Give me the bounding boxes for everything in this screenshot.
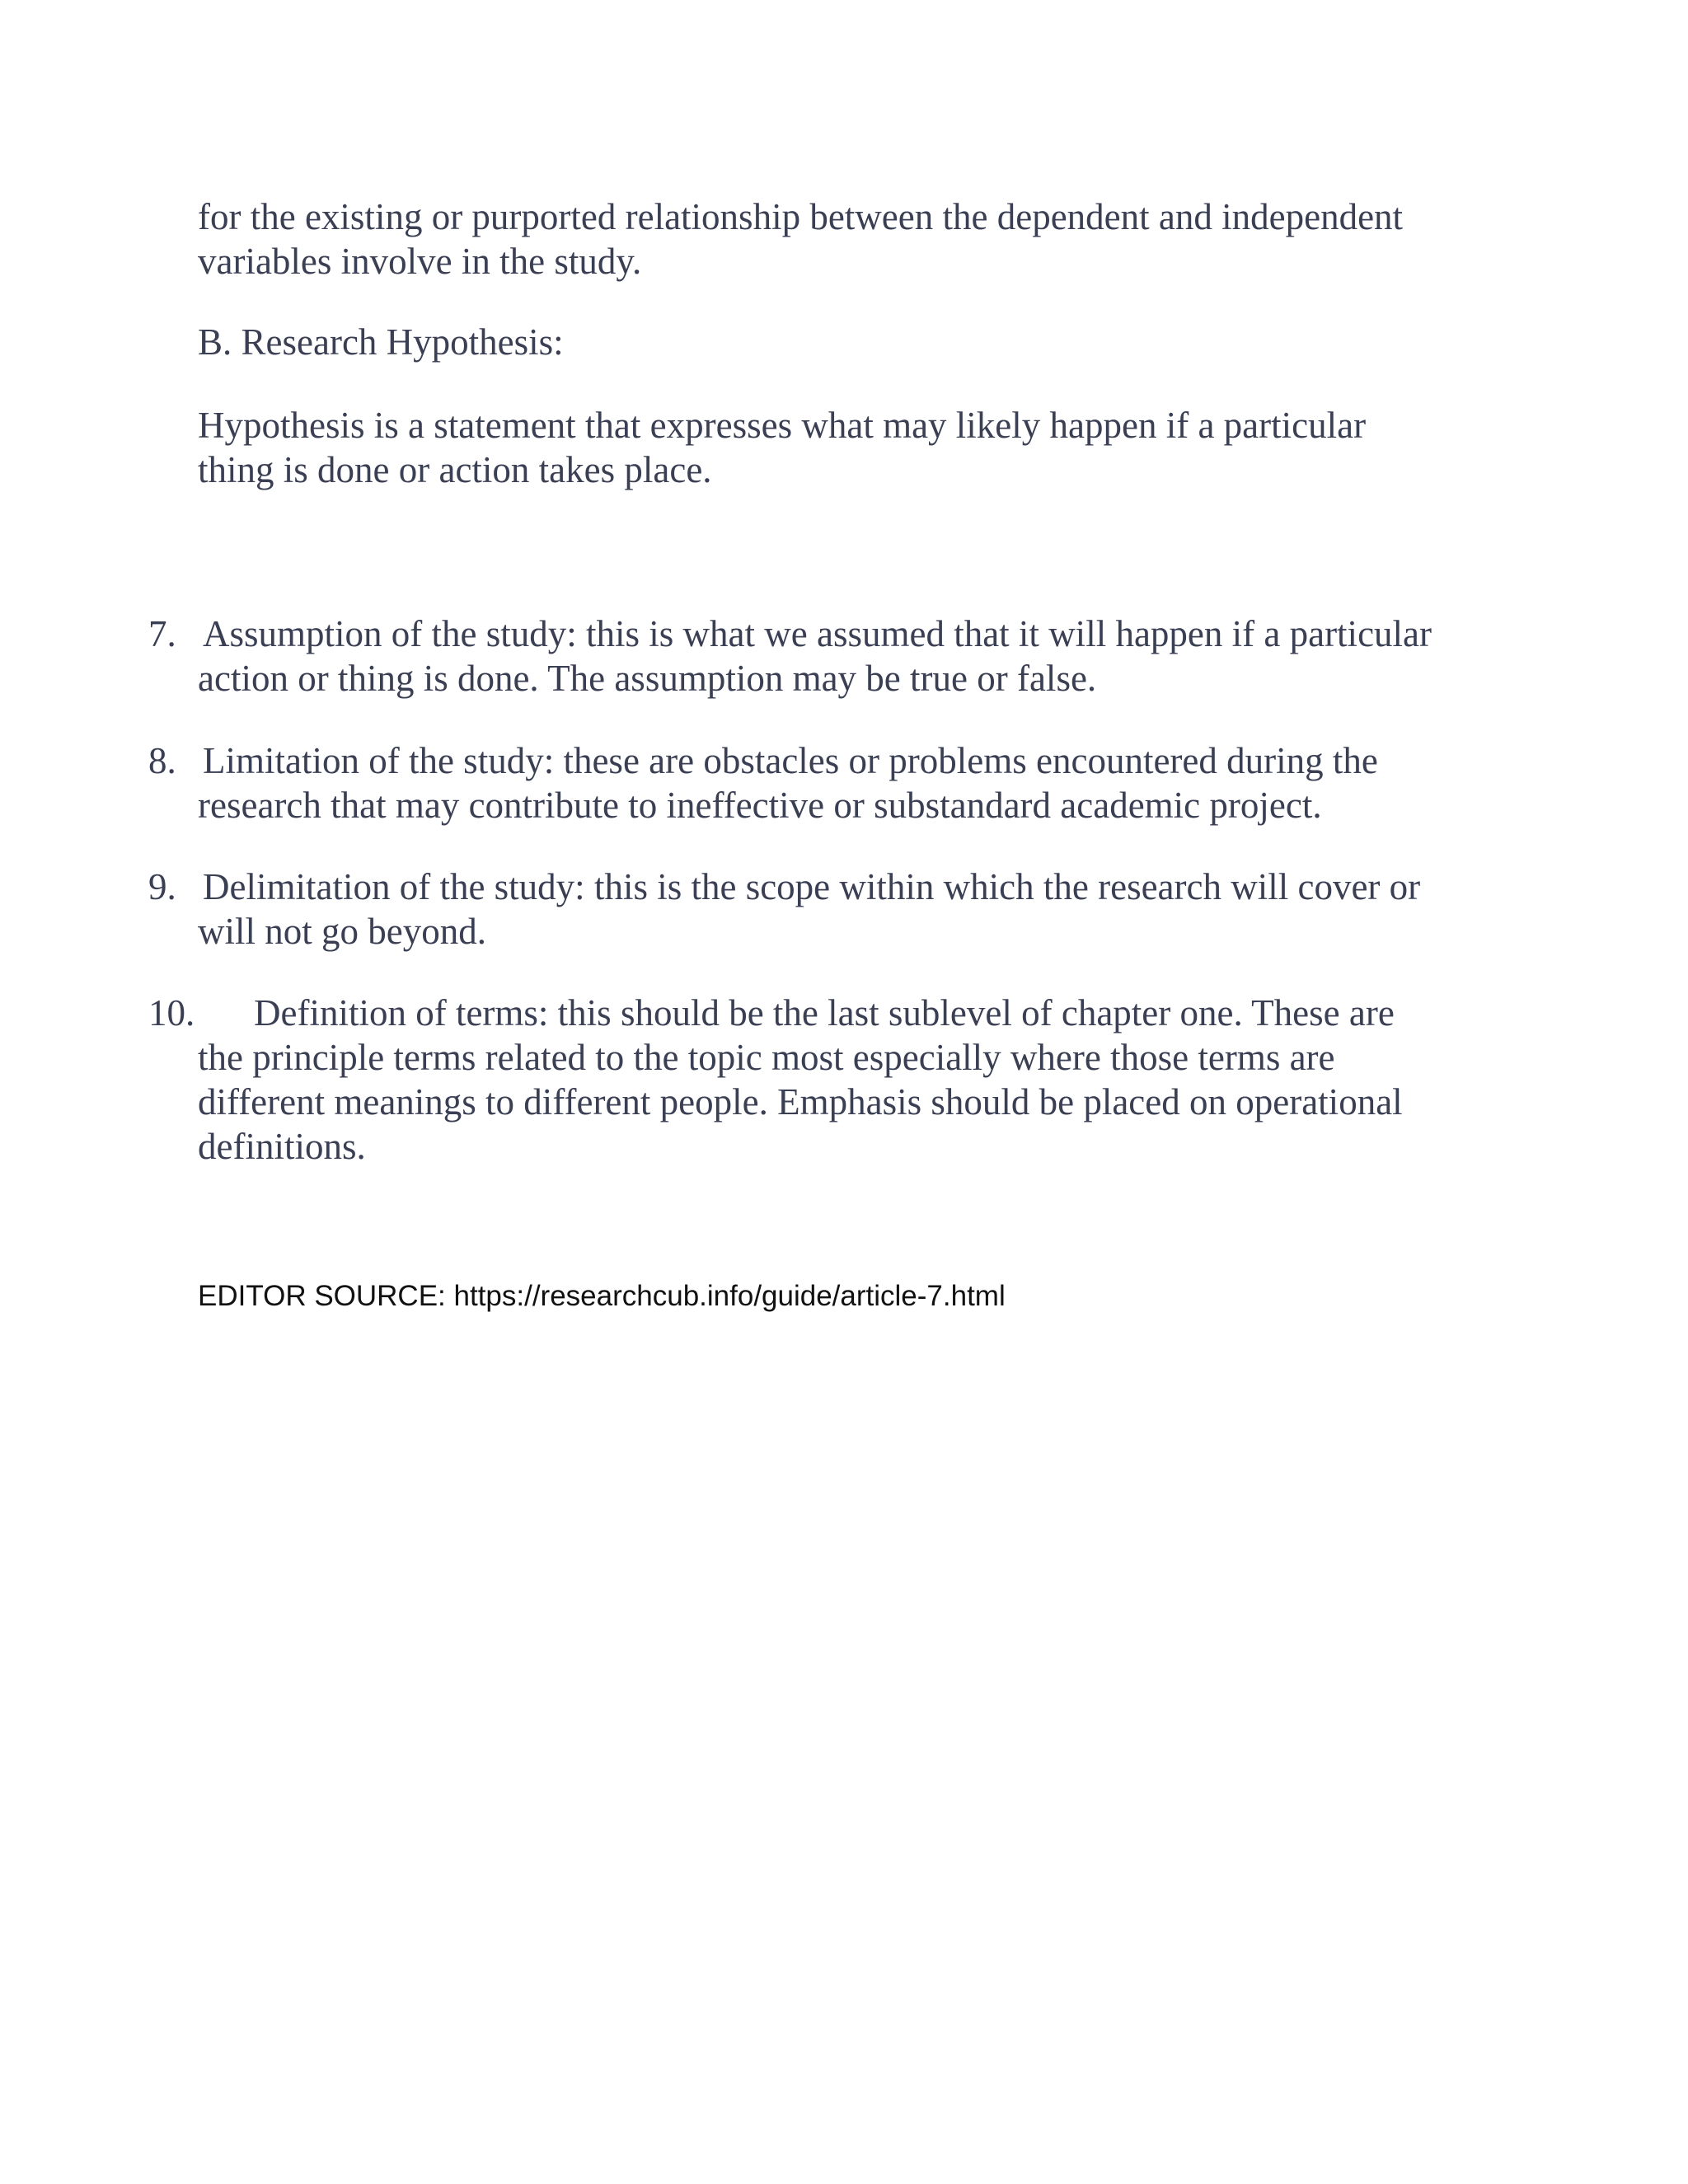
list-item-line: definitions. bbox=[198, 1126, 366, 1167]
list-item-line: the principle terms related to the topic most especially where those terms are bbox=[198, 1037, 1335, 1078]
list-item-line: action or thing is done. The assumption may be true or false. bbox=[198, 658, 1097, 699]
list-item-number: 7. bbox=[148, 613, 176, 654]
editor-source: EDITOR SOURCE: https://researchcub.info/guide/article-7.html bbox=[198, 1280, 1006, 1312]
hypothesis-line: Hypothesis is a statement that expresses what may likely happen if a particular bbox=[198, 405, 1367, 446]
list-item-line: will not go beyond. bbox=[198, 911, 486, 952]
list-item-line: research that may contribute to ineffective or substandard academic project. bbox=[198, 785, 1322, 826]
list-item-line: Definition of terms: this should be the last sublevel of chapter one. These are bbox=[254, 992, 1395, 1033]
list-item-delimitation bbox=[148, 865, 1484, 954]
intro-line: for the existing or purported relationship between the dependent and independent bbox=[198, 196, 1404, 237]
list-item-line: Delimitation of the study: this is the scope within which the research will cover or bbox=[203, 866, 1421, 907]
hypothesis-line: thing is done or action takes place. bbox=[198, 449, 712, 490]
intro-line: variables involve in the study. bbox=[198, 241, 642, 282]
list-item-limitation bbox=[148, 738, 1484, 827]
list-item-assumption bbox=[148, 612, 1484, 701]
list-item-number: 8. bbox=[148, 740, 176, 781]
list-item-line: Assumption of the study: this is what we assumed that it will happen if a particular bbox=[203, 613, 1432, 654]
hypothesis-paragraph bbox=[198, 403, 1484, 492]
section-b-heading: B. Research Hypothesis: bbox=[198, 321, 564, 363]
list-item-line: different meanings to different people. Emphasis should be placed on operational bbox=[198, 1081, 1403, 1122]
list-item-definition-of-terms bbox=[148, 991, 1484, 1169]
list-item-number: 9. bbox=[148, 866, 176, 907]
list-item-line: Limitation of the study: these are obstacles or problems encountered during the bbox=[203, 740, 1378, 781]
list-item-number: 10. bbox=[148, 992, 195, 1033]
intro-paragraph bbox=[198, 194, 1484, 284]
